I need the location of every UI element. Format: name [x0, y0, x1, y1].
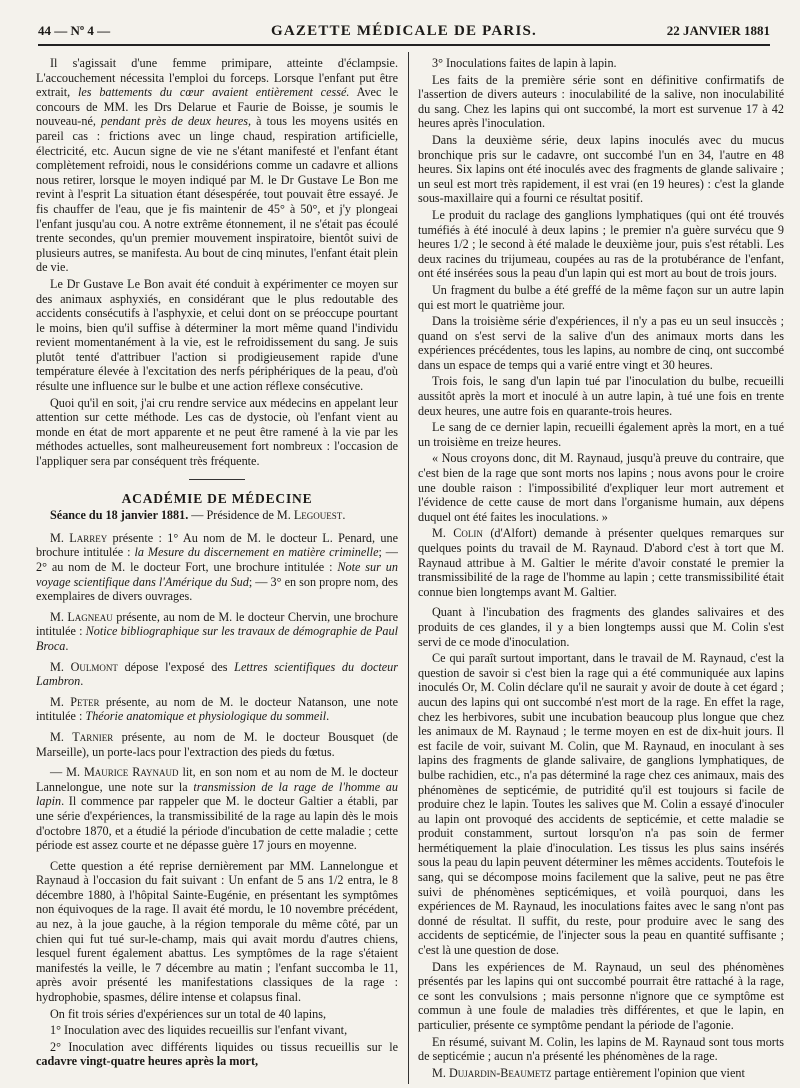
paragraph-series: On fit trois séries d'expériences sur un total de 40 lapins, — [50, 1006, 327, 1021]
paragraph-sang-2: Le sang de ce dernier lapin, recueilli également après la mort, en a tué un troisième en treize heures. — [418, 420, 784, 449]
paragraph-convulsions: Dans les expériences de M. Raynaud, un seul des phénomènes présentés par les lapins qui ont succombé pourrait être rattaché à la rage, ce sont les convulsions ; mais personne n'ignore que ce symptôme est commun à une foule de maladies très différentes, et que le lapin, en particulier, présente ce symptôme pendant la période de l'agonie. — [418, 959, 784, 1032]
session-line: Séance du 18 janvier 1881. — Présidence de M. Legouest. — [50, 508, 346, 523]
page-header — [38, 20, 770, 42]
paragraph-series-1: 1° Inoculation avec des liquides recueillis sur l'enfant vivant, — [50, 1023, 348, 1038]
entry-lagneau: M. Lagneau présente, au nom de M. le docteur Chervin, une brochure intitulée : Notice bibliographique sur les travaux de démographie de Paul Broca. — [36, 609, 398, 653]
entry-tarnier: M. Tarnier présente, au nom de M. le docteur Bousquet (de Marseille), un porte-lacs pour l'extraction des pieds du fœtus. — [36, 729, 398, 759]
paragraph-sang: Trois fois, le sang d'un lapin tué par l'inoculation du bulbe, recueilli aussitôt après la mort et inoculé à un autre lapin, à tué une fois en trente deux heures, une autre fois en quarante-trois heures. — [418, 374, 784, 418]
paragraph-case: Cette question a été reprise dernièrement par MM. Lannelongue et Raynaud à l'occasion du fait suivant : Un enfant de 5 ans 1/2 entra, le 8 décembre 1880, à l'hôpital Sainte-Eugénie, en présentant les symptômes non équivoques de la rage. Il avait été mordu, le 10 novembre précédent, au nez, à la joue gauche, à la région temporale du même côté, par un chien qui fut tué sur-le-champ, mais qui avait mordu d'autres chiens, lesquel furent également abattus. Les symptômes de la rage s'étaient manifestés la veille, le 7 décembre au matin ; l'enfant succomba le 11, après avoir présenté les manifestations classiques de la rage : hydrophobie, spasmes, délire intense et colapsus final. — [36, 858, 398, 1005]
paragraph-resume: En résumé, suivant M. Colin, les lapins de M. Raynaud sont tous morts de septicémie ; aucun n'a présenté les phénomènes de la rage. — [418, 1034, 784, 1064]
paragraph-ganglions: Le produit du raclage des ganglions lymphatiques (qui ont été trouvés tuméfiés à été inoculé à deux lapins ; le premier n'a guère survécu que 9 heures 1/2 ; le second à été malade le deuxième jour, puis s'est rétabli. Les deux racines du trijumeau, coupées au ras de la protubérance de l'enfant, ont été insérées sous la peau d'un lapin qui est mort au bout de trois jours. — [418, 207, 784, 281]
issue-date: 22 JANVIER 1881 — [666, 23, 770, 38]
section-separator — [189, 479, 245, 480]
section-title: ACADÉMIE DE MÉDECINE — [121, 490, 313, 506]
paragraph-second-series: Dans la deuxième série, deux lapins inoculés avec du mucus bronchique pris sur le cadavre, ont succombé l'un en 34, l'autre en 48 heures. Six lapins ont été inoculés avec des fragments de glande salivaire ; un seul est mort très rapidement, il est vrai (en 19 heures) : c'est la glande sous-maxillaire qui a fourni ce résultat positif. — [418, 132, 784, 206]
paragraph-first-series: Les faits de la première série sont en définitive confirmatifs de l'assertion de divers auteurs : inoculabilité de la salive, non inoculabilité du sang. Chez les lapins qui ont succombé, la mort est survenue 17 à 42 heures après l'inoculation. — [418, 72, 784, 131]
paragraph-case-report: Il s'agissait d'une femme primipare, atteinte d'éclampsie. L'accouchement nécessita l'emploi du forceps. Lorsque l'enfant put être extrait, les battements du cœur avaient entièrement cessé. Avec le concours de MM. les Drs Delarue et Faurie de Boisse, je soumis le nouveau-né, pendant près de deux heures, à tous les moyens usités en pareil cas : frictions avec un linge chaud, respiration artificielle, électricité, etc. Aucun signe de vie ne s'étant manifesté et l'enfant étant complètement refroidi, nous le considérions comme un cadavre et allions nous retirer, lorsque le moyen indiqué par M. le Dr Gustave Le Bon me revint à l'esprit La situation étant désespérée, tout pouvait être essayé. Je fis chauffer de l'eau, que je fis maintenir de 45° à 50°, et j'y plongeai l'enfant jusqu'au cou. A notre extrême étonnement, il ne s'était pas écoulé trente secondes, qu'un premier mouvement inspiratoire, bientôt suivi de plusieurs autres, se manifesta. Au bout de cinq minutes, l'enfant était plein de vie. — [36, 56, 398, 275]
paragraph-important: Ce qui paraît surtout important, dans le travail de M. Raynaud, c'est la question de savoir si c'est bien la rage qui a été communiquée aux lapins inoculés Or, M. Colin déclare qu'il ne saurait y avoir de doute à cet égard ; aucun des lapins qui ont succombé n'est mort de la rage. En effet la rage, chez les herbivores, subit une incubation beaucoup plus longue que chez les animaux de M. Raynaud ; le terme moyen en est de dix-huit jours. Il est facile de voir, suivant M. Colin, que M. Raynaud, en inoculant à ses lapins des fragments de glande salivaire, de ganglions lymphatiques, de bulbe rachidien, etc., n'a pas déterminé la rage chez ces animaux, mais des phénomènes de septicémie, de putridité qu'il est toujours si facile de produire chez le lapin. Toutes les salives que M. Colin a essayé d'inoculer au lapin ont provoqué des accidents de septicémie, et cette maladie se produit constamment, surtout lorsqu'on n'a pas soin de fermer hermétiquement la plaie d'inoculation. Les tissus les plus sains insérés sous la peau du lapin peuvent déterminer les mêmes accidents. Toutefois le sang, qui se décompose moins facilement que la salive, peut ne pas être suivi de phénomènes septicémiques, et voilà pourquoi, dans les expériences de M. Raynaud, les inoculations faites avec le sang n'ont pas donné de résultat. Il suffit, du reste, pour produire avec le sang des accidents de septicémie, de l'injecter sous la peau en quantité suffisante ; c'est là une question de dose. — [418, 651, 784, 958]
entry-larrey: M. Larrey présente : 1° Au nom de M. le docteur L. Penard, une brochure intitulée : la Mesure du discernement en matière criminelle; — 2° au nom de M. le docteur Fort, une brochure intitulée : Note sur un voyage scientifique dans l'Amérique du Sud; — 3° en son propre nom, des exemplaires de divers ouvrages. — [36, 530, 398, 604]
paragraph-incubation: Quant à l'incubation des fragments des glandes salivaires et des produits de ces glandes, il y a bien longtemps aussi que M. Colin s'est servi de ce mode d'inoculation. — [418, 605, 784, 649]
entry-oulmont: M. Oulmont dépose l'exposé des Lettres scientifiques du docteur Lambron. — [36, 659, 398, 689]
paragraph-third-series: Dans la troisième série d'expériences, il n'y a pas eu un seul insuccès ; quand on s'est servi de la salive d'un des animaux morts dans les expériences précédentes, tous les lapins, au nombre de cinq, ont succombé dans un espace de temps qui a varié entre vingt et 30 heures. — [418, 314, 784, 372]
paragraph-series-2: 2° Inoculation avec différents liquides ou tissus recueillis sur le cadavre vingt-quatre heures après la mort, — [36, 1039, 398, 1069]
journal-title: GAZETTE MÉDICALE DE PARIS. — [271, 22, 537, 39]
paragraph-conclusion: Quoi qu'il en soit, j'ai cru rendre service aux médecins en appelant leur attention sur cette méthode. Les cas de dystocie, où l'enfant vient au monde en état de mort apparente et ne peut être ramené à la vie par les méthodes actuelles, sont malheureusement fort nombreux : l'occasion de l'appliquer sera par conséquent très fréquente. — [36, 395, 398, 469]
paragraph-quote: « Nous croyons donc, dit M. Raynaud, jusqu'à preuve du contraire, que c'est bien de la rage que sont morts nos lapins ; nous avons pour le croire une double raison : l'impossibilité d'expliquer leur mort autrement et l'évidence de cette cause de mort dans l'organisme humain, aux dépens duquel ont été faites les inoculations. » — [418, 451, 784, 524]
paragraph-series-3: 3° Inoculations faites de lapin à lapin. — [432, 56, 617, 70]
entry-colin: M. Colin (d'Alfort) demande à présenter quelques remarques sur quelques points du travail de M. Raynaud. D'abord c'est à tort que M. Raynaud attribue à M. Galtier le mérite d'avoir constaté le premier la transmissibilité de la rage de l'homme au lapin ; cette transmissibilité était connue bien longtemps avant M. Galtier. — [418, 526, 784, 599]
paragraph-le-bon: Le Dr Gustave Le Bon avait été conduit à expérimenter ce moyen sur des animaux asphyxiés, en considérant que le plus redoutable des accidents consécutifs à l'asphyxie, et celui dont on se préoccupe pourtant le moins, bien qu'il suffise à déterminer la mort même quand l'individu revient momentanément à la vie, est le refroidissement du sang. Je suis plutôt tenté d'attribuer l'action si prodigieusement rapide d'une température élevée à l'excitation des nerfs périphériques de la peau, d'où résulte une influence sur le bulbe et une action réflexe consécutive. — [36, 276, 398, 394]
page-number: 44 — Nº 4 — — [38, 23, 111, 38]
header-rule — [38, 44, 770, 46]
paragraph-bulbe: Un fragment du bulbe a été greffé de la même façon sur un autre lapin qui est mort le quatrième jour. — [418, 282, 784, 312]
entry-raynaud: — M. Maurice Raynaud lit, en son nom et au nom de M. le docteur Lannelongue, une note sur la transmission de la rage de l'homme au lapin. Il commence par rappeler que M. le docteur Galtier a établi, par une série d'expériences, la transmissibilité de la rage au lapin dès le mois d'octobre 1870, et a étudié la période d'incubation de cette maladie ; cette période est assez courte et ne dépasse guère 17 jours en moyenne. — [36, 765, 398, 853]
entry-dujardin: M. Dujardin-Beaumetz partage entièrement l'opinion que vient — [432, 1065, 745, 1080]
left-column — [36, 56, 398, 1080]
entry-peter: M. Peter présente, au nom de M. le docteur Natanson, une note intitulée : Théorie anatomique et physiologique du sommeil. — [36, 694, 398, 724]
right-column — [418, 56, 784, 1080]
column-divider — [408, 52, 409, 1084]
